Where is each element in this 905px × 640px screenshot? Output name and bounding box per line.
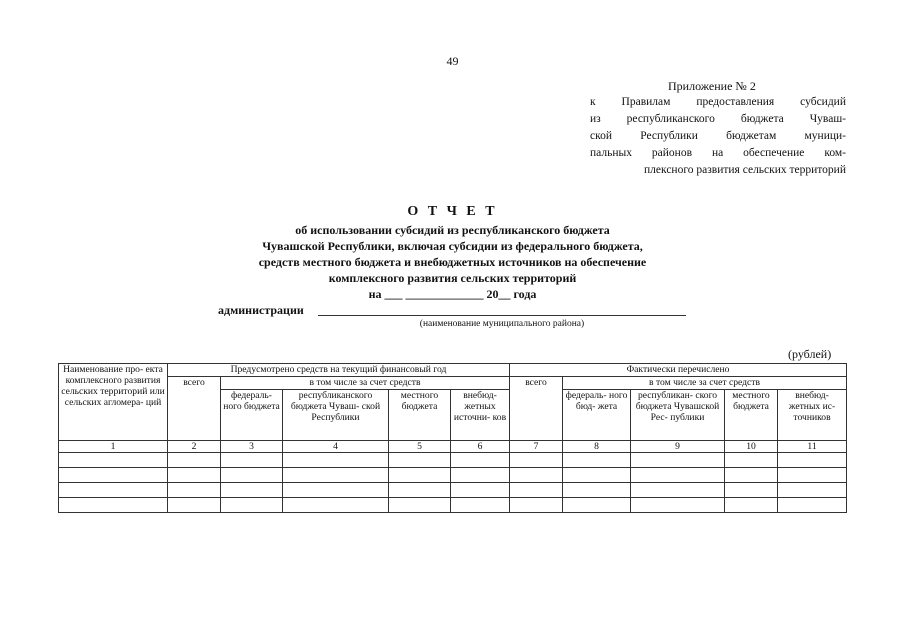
column-number: 11 [778, 441, 847, 453]
header-actual-local: местного бюджета [725, 390, 778, 441]
header-planned: Предусмотрено средств на текущий финансовый год [168, 364, 510, 377]
table-cell [563, 468, 631, 483]
table-cell [221, 453, 283, 468]
report-title: О Т Ч Е Т [407, 204, 498, 219]
table-cell [563, 453, 631, 468]
appendix-line: ской Республики бюджетам муници- [590, 130, 846, 142]
table-cell [563, 483, 631, 498]
table-cell [451, 498, 510, 513]
table-cell [59, 453, 168, 468]
table-cell [283, 483, 389, 498]
table-cell [778, 483, 847, 498]
header-actual: Фактически перечислено [510, 364, 847, 377]
table-cell [725, 483, 778, 498]
subtitle-line: комплексного развития сельских территорий [328, 271, 577, 285]
subtitle-line: Чувашской Республики, включая субсидии из федерального бюджета, [262, 239, 643, 253]
table-cell [451, 468, 510, 483]
header-planned-total-cont [168, 390, 221, 441]
appendix-line: к Правилам предоставления субсидий [590, 96, 846, 108]
column-number: 1 [59, 441, 168, 453]
table-cell [221, 468, 283, 483]
column-number: 5 [389, 441, 451, 453]
column-number: 2 [168, 441, 221, 453]
table-cell [778, 498, 847, 513]
page-number: 49 [446, 54, 459, 68]
admin-blank-field [318, 315, 686, 316]
table-row [59, 453, 847, 468]
table-row [59, 483, 847, 498]
table-cell [563, 498, 631, 513]
table-cell [59, 498, 168, 513]
header-actual-including: в том числе за счет средств [563, 377, 847, 390]
report-table [58, 363, 847, 513]
appendix-line: из республиканского бюджета Чуваш- [590, 113, 846, 125]
appendix-number: Приложение № 2 [668, 79, 756, 93]
header-project-name: Наименование про- екта комплексного развития сельских территорий или сельских агломера- ций [59, 364, 168, 441]
table-cell [389, 483, 451, 498]
header-actual-total-cont [510, 390, 563, 441]
table-cell [168, 483, 221, 498]
subtitle-line: средств местного бюджета и внебюджетных источников на обеспечение [258, 255, 647, 269]
header-planned-federal: федераль- ного бюджета [221, 390, 283, 441]
table-cell [778, 453, 847, 468]
column-number: 8 [563, 441, 631, 453]
admin-caption: (наименование муниципального района) [419, 319, 585, 329]
table-cell [221, 483, 283, 498]
table-cell [631, 453, 725, 468]
units-label: (рублей) [788, 347, 832, 361]
table-cell [510, 498, 563, 513]
table-cell [168, 453, 221, 468]
table-cell [631, 468, 725, 483]
table-cell [283, 468, 389, 483]
table-cell [725, 498, 778, 513]
table-cell [59, 483, 168, 498]
subtitle-line: об использовании субсидий из республиканского бюджета [295, 223, 610, 237]
table-row [59, 468, 847, 483]
header-planned-total: всего [168, 377, 221, 390]
column-number: 4 [283, 441, 389, 453]
appendix-text [590, 94, 846, 179]
table-cell [168, 498, 221, 513]
table-cell [725, 468, 778, 483]
admin-label: администрации [218, 303, 304, 317]
table-cell [631, 483, 725, 498]
table-cell [451, 453, 510, 468]
header-planned-local: местного бюджета [389, 390, 451, 441]
table-cell [389, 453, 451, 468]
table-cell [510, 483, 563, 498]
header-actual-total: всего [510, 377, 563, 390]
header-actual-republic: республикан- ского бюджета Чувашской Рес- публики [631, 390, 725, 441]
appendix-line: пальных районов на обеспечение ком- [590, 147, 846, 159]
header-planned-including: в том числе за счет средств [221, 377, 510, 390]
column-number: 3 [221, 441, 283, 453]
table-cell [283, 453, 389, 468]
report-subtitle [0, 222, 905, 286]
header-actual-federal: федераль- ного бюд- жета [563, 390, 631, 441]
table-cell [221, 498, 283, 513]
report-date-line: на ___ _____________ 20__ года [368, 287, 537, 301]
column-number: 9 [631, 441, 725, 453]
table-cell [389, 498, 451, 513]
header-planned-extrabudget: внебюд- жетных источни- ков [451, 390, 510, 441]
table-cell [510, 453, 563, 468]
appendix-line: плексного развития сельских территорий [644, 164, 846, 176]
header-planned-republic: республиканского бюджета Чуваш- ской Республики [283, 390, 389, 441]
table-row [59, 498, 847, 513]
table-cell [510, 468, 563, 483]
table-cell [168, 468, 221, 483]
table-cell [389, 468, 451, 483]
header-actual-extrabudget: внебюд- жетных ис- точников [778, 390, 847, 441]
column-number: 6 [451, 441, 510, 453]
table-cell [631, 498, 725, 513]
table-cell [283, 498, 389, 513]
table-cell [725, 453, 778, 468]
column-number: 7 [510, 441, 563, 453]
column-number: 10 [725, 441, 778, 453]
table-cell [451, 483, 510, 498]
table-cell [778, 468, 847, 483]
table-cell [59, 468, 168, 483]
